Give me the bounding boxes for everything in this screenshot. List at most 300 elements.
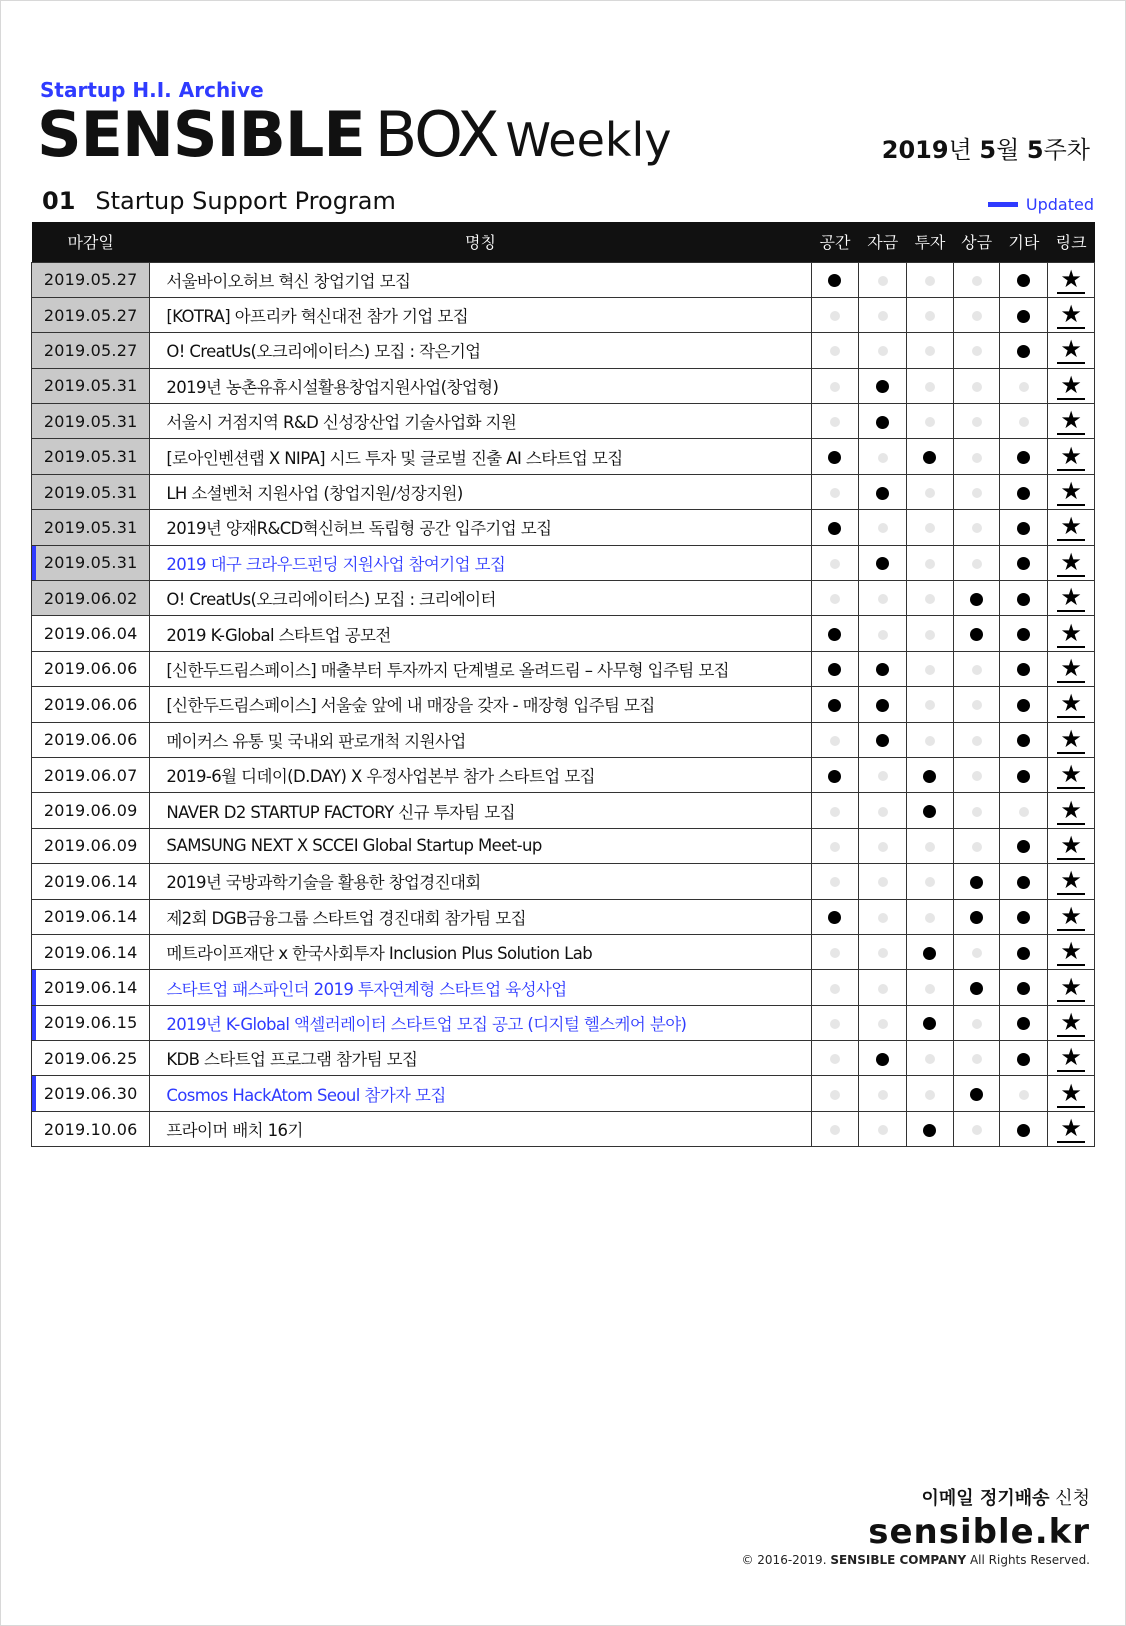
week-month-unit: 월	[996, 136, 1027, 164]
empty-dot-icon	[878, 984, 888, 994]
filled-dot-icon	[828, 663, 841, 676]
row-deadline: 2019.06.14	[32, 934, 150, 969]
row-prize-cell	[953, 510, 1000, 545]
row-etc-cell	[1000, 722, 1048, 757]
empty-dot-icon	[878, 807, 888, 817]
table-row	[32, 333, 1095, 368]
empty-dot-icon	[878, 877, 888, 887]
row-link-cell[interactable]	[1048, 1076, 1095, 1111]
empty-dot-icon	[1019, 382, 1029, 392]
row-program-name: [신한두드림스페이스] 서울숲 앞에 내 매장을 갖자 - 매장형 입주팀 모집	[150, 687, 811, 722]
row-link-cell[interactable]	[1048, 333, 1095, 368]
star-link-icon[interactable]: ★	[1057, 761, 1085, 789]
table-row	[32, 722, 1095, 757]
filled-dot-icon	[1017, 487, 1030, 500]
filled-dot-icon	[923, 947, 936, 960]
empty-dot-icon	[925, 913, 935, 923]
empty-dot-icon	[878, 1090, 888, 1100]
row-link-cell[interactable]	[1048, 1041, 1095, 1076]
table-row	[32, 297, 1095, 332]
empty-dot-icon	[925, 311, 935, 321]
star-link-icon[interactable]: ★	[1057, 832, 1085, 860]
empty-dot-icon	[972, 276, 982, 286]
row-link-cell[interactable]	[1048, 864, 1095, 899]
filled-dot-icon	[1017, 345, 1030, 358]
row-program-name: LH 소셜벤처 지원사업 (창업지원/성장지원)	[150, 474, 811, 509]
row-etc-cell	[1000, 510, 1048, 545]
row-deadline: 2019.05.27	[32, 262, 150, 297]
row-program-name: KDB 스타트업 프로그램 참가팀 모집	[150, 1041, 811, 1076]
empty-dot-icon	[878, 453, 888, 463]
table-row	[32, 828, 1095, 863]
filled-dot-icon	[1017, 310, 1030, 323]
row-space-cell	[811, 793, 859, 828]
row-fund-cell	[859, 722, 907, 757]
row-space-cell	[811, 1005, 859, 1040]
row-fund-cell	[859, 934, 907, 969]
row-link-cell[interactable]	[1048, 757, 1095, 792]
filled-dot-icon	[876, 416, 889, 429]
table-row	[32, 439, 1095, 474]
row-fund-cell	[859, 474, 907, 509]
row-invest-cell	[907, 333, 954, 368]
table-row	[32, 899, 1095, 934]
row-fund-cell	[859, 970, 907, 1005]
empty-dot-icon	[925, 665, 935, 675]
row-program-name: [신한두드림스페이스] 매출부터 투자까지 단계별로 올려드림 – 사무형 입주팀 모집	[150, 651, 811, 686]
row-prize-cell	[953, 1076, 1000, 1111]
empty-dot-icon	[878, 276, 888, 286]
star-link-icon[interactable]: ★	[1057, 1009, 1085, 1037]
filled-dot-icon	[1017, 1124, 1030, 1137]
row-deadline: 2019.06.06	[32, 687, 150, 722]
table-row	[32, 970, 1095, 1005]
star-link-icon[interactable]: ★	[1057, 513, 1085, 541]
star-link-icon[interactable]: ★	[1057, 1044, 1085, 1072]
row-etc-cell	[1000, 651, 1048, 686]
row-link-cell[interactable]	[1048, 262, 1095, 297]
filled-dot-icon	[1017, 840, 1030, 853]
empty-dot-icon	[972, 1019, 982, 1029]
row-deadline: 2019.05.31	[32, 368, 150, 403]
row-fund-cell	[859, 616, 907, 651]
week-unit: 주차	[1043, 136, 1090, 164]
table-row	[32, 1005, 1095, 1040]
row-etc-cell	[1000, 333, 1048, 368]
row-program-name: 2019년 농촌유휴시설활용창업지원사업(창업형)	[150, 368, 811, 403]
row-link-cell[interactable]	[1048, 651, 1095, 686]
row-link-cell[interactable]	[1048, 368, 1095, 403]
filled-dot-icon	[876, 734, 889, 747]
empty-dot-icon	[925, 594, 935, 604]
empty-dot-icon	[830, 842, 840, 852]
title-bold: SENSIBLE	[37, 98, 365, 171]
filled-dot-icon	[876, 699, 889, 712]
row-invest-cell	[907, 687, 954, 722]
empty-dot-icon	[972, 807, 982, 817]
empty-dot-icon	[830, 311, 840, 321]
row-deadline: 2019.06.04	[32, 616, 150, 651]
row-prize-cell	[953, 722, 1000, 757]
row-space-cell	[811, 545, 859, 580]
row-link-cell[interactable]	[1048, 581, 1095, 616]
filled-dot-icon	[970, 911, 983, 924]
empty-dot-icon	[830, 346, 840, 356]
table-row	[32, 545, 1095, 580]
row-link-cell[interactable]	[1048, 1005, 1095, 1040]
row-program-name: NAVER D2 STARTUP FACTORY 신규 투자팀 모집	[150, 793, 811, 828]
row-space-cell	[811, 828, 859, 863]
table-row	[32, 474, 1095, 509]
star-link-icon[interactable]: ★	[1057, 867, 1085, 895]
row-invest-cell	[907, 722, 954, 757]
row-invest-cell	[907, 262, 954, 297]
row-link-cell[interactable]	[1048, 545, 1095, 580]
filled-dot-icon	[1017, 557, 1030, 570]
row-prize-cell	[953, 297, 1000, 332]
row-deadline: 2019.06.14	[32, 899, 150, 934]
row-invest-cell	[907, 934, 954, 969]
col-fund: 자금	[859, 222, 907, 262]
empty-dot-icon	[878, 1125, 888, 1135]
row-prize-cell	[953, 793, 1000, 828]
star-link-icon[interactable]: ★	[1057, 797, 1085, 825]
table-header	[32, 222, 1095, 262]
row-space-cell	[811, 262, 859, 297]
star-link-icon[interactable]: ★	[1057, 407, 1085, 435]
row-etc-cell	[1000, 793, 1048, 828]
row-invest-cell	[907, 1005, 954, 1040]
empty-dot-icon	[1019, 807, 1029, 817]
row-prize-cell	[953, 545, 1000, 580]
site-link[interactable]: sensible.kr	[868, 1512, 1090, 1552]
row-etc-cell	[1000, 439, 1048, 474]
row-program-name: SAMSUNG NEXT X SCCEI Global Startup Meet-up	[150, 828, 811, 863]
star-link-icon[interactable]: ★	[1057, 301, 1085, 329]
empty-dot-icon	[972, 453, 982, 463]
row-deadline: 2019.06.14	[32, 970, 150, 1005]
row-link-cell[interactable]	[1048, 616, 1095, 651]
row-etc-cell	[1000, 970, 1048, 1005]
row-link-cell[interactable]	[1048, 793, 1095, 828]
row-fund-cell	[859, 864, 907, 899]
row-program-name: [KOTRA] 아프리카 혁신대전 참가 기업 모집	[150, 297, 811, 332]
empty-dot-icon	[925, 842, 935, 852]
row-etc-cell	[1000, 262, 1048, 297]
empty-dot-icon	[925, 877, 935, 887]
empty-dot-icon	[925, 736, 935, 746]
star-link-icon[interactable]: ★	[1057, 443, 1085, 471]
program-table	[31, 222, 1095, 1147]
star-link-icon[interactable]: ★	[1057, 690, 1085, 718]
row-fund-cell	[859, 404, 907, 439]
filled-dot-icon	[876, 557, 889, 570]
filled-dot-icon	[923, 1017, 936, 1030]
archive-label: Startup H.I. Archive	[40, 78, 264, 102]
star-link-icon[interactable]: ★	[1057, 266, 1085, 294]
filled-dot-icon	[828, 911, 841, 924]
star-link-icon[interactable]: ★	[1057, 1080, 1085, 1108]
row-link-cell[interactable]	[1048, 1111, 1095, 1146]
col-prize: 상금	[953, 222, 1000, 262]
row-space-cell	[811, 581, 859, 616]
row-link-cell[interactable]	[1048, 687, 1095, 722]
row-program-name: O! CreatUs(오크리에이터스) 모집 : 크리에이터	[150, 581, 811, 616]
title-weekly: Weekly	[505, 113, 672, 167]
row-link-cell[interactable]	[1048, 510, 1095, 545]
star-link-icon[interactable]: ★	[1057, 903, 1085, 931]
row-etc-cell	[1000, 368, 1048, 403]
empty-dot-icon	[878, 913, 888, 923]
row-fund-cell	[859, 368, 907, 403]
star-link-icon[interactable]: ★	[1057, 655, 1085, 683]
filled-dot-icon	[1017, 947, 1030, 960]
updated-legend-label: Updated	[1025, 195, 1094, 214]
row-invest-cell	[907, 899, 954, 934]
row-link-cell[interactable]	[1048, 899, 1095, 934]
row-fund-cell	[859, 1041, 907, 1076]
empty-dot-icon	[972, 523, 982, 533]
empty-dot-icon	[1019, 417, 1029, 427]
row-space-cell	[811, 439, 859, 474]
filled-dot-icon	[828, 274, 841, 287]
filled-dot-icon	[828, 770, 841, 783]
row-etc-cell	[1000, 899, 1048, 934]
filled-dot-icon	[923, 770, 936, 783]
row-prize-cell	[953, 439, 1000, 474]
empty-dot-icon	[925, 984, 935, 994]
row-fund-cell	[859, 545, 907, 580]
empty-dot-icon	[830, 1090, 840, 1100]
star-link-icon[interactable]: ★	[1057, 584, 1085, 612]
empty-dot-icon	[925, 630, 935, 640]
row-deadline: 2019.06.09	[32, 793, 150, 828]
row-invest-cell	[907, 297, 954, 332]
copyright	[741, 1553, 1090, 1567]
empty-dot-icon	[878, 523, 888, 533]
subscribe-bold: 이메일 정기배송	[921, 1488, 1050, 1509]
empty-dot-icon	[830, 382, 840, 392]
filled-dot-icon	[1017, 593, 1030, 606]
empty-dot-icon	[830, 417, 840, 427]
row-link-cell[interactable]	[1048, 474, 1095, 509]
star-link-icon[interactable]: ★	[1057, 1115, 1085, 1143]
empty-dot-icon	[972, 771, 982, 781]
row-link-cell[interactable]	[1048, 722, 1095, 757]
row-deadline: 2019.06.15	[32, 1005, 150, 1040]
row-deadline: 2019.06.09	[32, 828, 150, 863]
row-fund-cell	[859, 262, 907, 297]
row-link-cell[interactable]	[1048, 297, 1095, 332]
row-deadline: 2019.06.30	[32, 1076, 150, 1111]
row-prize-cell	[953, 1005, 1000, 1040]
page-title	[37, 98, 672, 171]
filled-dot-icon	[828, 699, 841, 712]
empty-dot-icon	[878, 771, 888, 781]
updated-legend	[988, 195, 1094, 214]
row-space-cell	[811, 757, 859, 792]
empty-dot-icon	[925, 488, 935, 498]
row-space-cell	[811, 687, 859, 722]
row-fund-cell	[859, 828, 907, 863]
row-invest-cell	[907, 581, 954, 616]
row-deadline: 2019.05.27	[32, 297, 150, 332]
row-space-cell	[811, 1111, 859, 1146]
row-etc-cell	[1000, 934, 1048, 969]
row-program-name: 2019년 국방과학기술을 활용한 창업경진대회	[150, 864, 811, 899]
copyright-company: SENSIBLE COMPANY	[830, 1553, 967, 1567]
row-program-name: Cosmos HackAtom Seoul 참가자 모집	[150, 1076, 811, 1111]
row-link-cell[interactable]	[1048, 828, 1095, 863]
row-etc-cell	[1000, 1005, 1048, 1040]
star-link-icon[interactable]: ★	[1057, 478, 1085, 506]
row-invest-cell	[907, 439, 954, 474]
filled-dot-icon	[876, 1053, 889, 1066]
row-etc-cell	[1000, 828, 1048, 863]
row-program-name: 2019 K-Global 스타트업 공모전	[150, 616, 811, 651]
row-program-name: [로아인벤션랩 X NIPA] 시드 투자 및 글로벌 진출 AI 스타트업 모집	[150, 439, 811, 474]
empty-dot-icon	[878, 346, 888, 356]
row-etc-cell	[1000, 757, 1048, 792]
row-fund-cell	[859, 757, 907, 792]
star-link-icon[interactable]: ★	[1057, 620, 1085, 648]
filled-dot-icon	[1017, 1053, 1030, 1066]
updated-legend-swatch	[988, 202, 1018, 207]
empty-dot-icon	[1019, 1090, 1029, 1100]
row-prize-cell	[953, 970, 1000, 1005]
table-row	[32, 616, 1095, 651]
filled-dot-icon	[970, 628, 983, 641]
table-row	[32, 1111, 1095, 1146]
empty-dot-icon	[830, 1019, 840, 1029]
filled-dot-icon	[876, 380, 889, 393]
row-link-cell[interactable]	[1048, 439, 1095, 474]
week-number: 5	[1026, 136, 1044, 164]
empty-dot-icon	[878, 594, 888, 604]
table-row	[32, 1041, 1095, 1076]
row-fund-cell	[859, 297, 907, 332]
row-etc-cell	[1000, 1041, 1048, 1076]
row-link-cell[interactable]	[1048, 970, 1095, 1005]
row-program-name: 제2회 DGB금융그룹 스타트업 경진대회 참가팀 모집	[150, 899, 811, 934]
star-link-icon[interactable]: ★	[1057, 974, 1085, 1002]
row-program-name: 2019 대구 크라우드펀딩 지원사업 참여기업 모집	[150, 545, 811, 580]
table-row	[32, 793, 1095, 828]
subscribe-text[interactable]	[922, 1484, 1090, 1510]
week-label	[882, 130, 1090, 165]
filled-dot-icon	[1017, 451, 1030, 464]
table-row	[32, 651, 1095, 686]
star-link-icon[interactable]: ★	[1057, 372, 1085, 400]
filled-dot-icon	[1017, 770, 1030, 783]
star-link-icon[interactable]: ★	[1057, 938, 1085, 966]
row-prize-cell	[953, 1041, 1000, 1076]
empty-dot-icon	[830, 948, 840, 958]
row-fund-cell	[859, 333, 907, 368]
row-deadline: 2019.06.14	[32, 864, 150, 899]
row-prize-cell	[953, 828, 1000, 863]
row-link-cell[interactable]	[1048, 404, 1095, 439]
row-etc-cell	[1000, 864, 1048, 899]
filled-dot-icon	[923, 451, 936, 464]
row-deadline: 2019.06.07	[32, 757, 150, 792]
filled-dot-icon	[876, 487, 889, 500]
row-prize-cell	[953, 757, 1000, 792]
empty-dot-icon	[925, 523, 935, 533]
filled-dot-icon	[828, 522, 841, 535]
row-prize-cell	[953, 651, 1000, 686]
row-etc-cell	[1000, 474, 1048, 509]
row-program-name: 스타트업 패스파인더 2019 투자연계형 스타트업 육성사업	[150, 970, 811, 1005]
row-etc-cell	[1000, 687, 1048, 722]
filled-dot-icon	[923, 1124, 936, 1137]
empty-dot-icon	[878, 842, 888, 852]
row-etc-cell	[1000, 404, 1048, 439]
row-fund-cell	[859, 581, 907, 616]
col-name: 명칭	[150, 222, 811, 262]
empty-dot-icon	[972, 948, 982, 958]
table-row	[32, 581, 1095, 616]
row-etc-cell	[1000, 581, 1048, 616]
row-deadline: 2019.06.02	[32, 581, 150, 616]
row-program-name: 2019년 K-Global 액셀러레이터 스타트업 모집 공고 (디지털 헬스케어 분야)	[150, 1005, 811, 1040]
star-link-icon[interactable]: ★	[1057, 726, 1085, 754]
row-link-cell[interactable]	[1048, 934, 1095, 969]
row-invest-cell	[907, 757, 954, 792]
row-space-cell	[811, 934, 859, 969]
empty-dot-icon	[972, 1054, 982, 1064]
section-title: Startup Support Program	[95, 187, 396, 215]
empty-dot-icon	[972, 311, 982, 321]
star-link-icon[interactable]: ★	[1057, 336, 1085, 364]
table-row	[32, 757, 1095, 792]
empty-dot-icon	[972, 736, 982, 746]
empty-dot-icon	[925, 559, 935, 569]
row-etc-cell	[1000, 1076, 1048, 1111]
row-deadline: 2019.06.06	[32, 651, 150, 686]
row-invest-cell	[907, 616, 954, 651]
row-prize-cell	[953, 581, 1000, 616]
row-deadline: 2019.05.31	[32, 545, 150, 580]
empty-dot-icon	[830, 1125, 840, 1135]
row-program-name: 서울시 거점지역 R&D 신성장산업 기술사업화 지원	[150, 404, 811, 439]
row-program-name: 2019년 양재R&CD혁신허브 독립형 공간 입주기업 모집	[150, 510, 811, 545]
row-deadline: 2019.05.31	[32, 474, 150, 509]
row-prize-cell	[953, 864, 1000, 899]
row-space-cell	[811, 899, 859, 934]
row-prize-cell	[953, 368, 1000, 403]
row-invest-cell	[907, 828, 954, 863]
empty-dot-icon	[830, 488, 840, 498]
empty-dot-icon	[972, 417, 982, 427]
table-row	[32, 864, 1095, 899]
col-etc: 기타	[1000, 222, 1048, 262]
row-prize-cell	[953, 404, 1000, 439]
row-space-cell	[811, 297, 859, 332]
empty-dot-icon	[972, 842, 982, 852]
empty-dot-icon	[972, 488, 982, 498]
row-prize-cell	[953, 616, 1000, 651]
filled-dot-icon	[1017, 1017, 1030, 1030]
filled-dot-icon	[1017, 982, 1030, 995]
col-space: 공간	[811, 222, 859, 262]
star-link-icon[interactable]: ★	[1057, 549, 1085, 577]
row-invest-cell	[907, 404, 954, 439]
row-space-cell	[811, 722, 859, 757]
empty-dot-icon	[830, 984, 840, 994]
empty-dot-icon	[972, 1125, 982, 1135]
row-program-name: 메트라이프재단 x 한국사회투자 Inclusion Plus Solution Lab	[150, 934, 811, 969]
